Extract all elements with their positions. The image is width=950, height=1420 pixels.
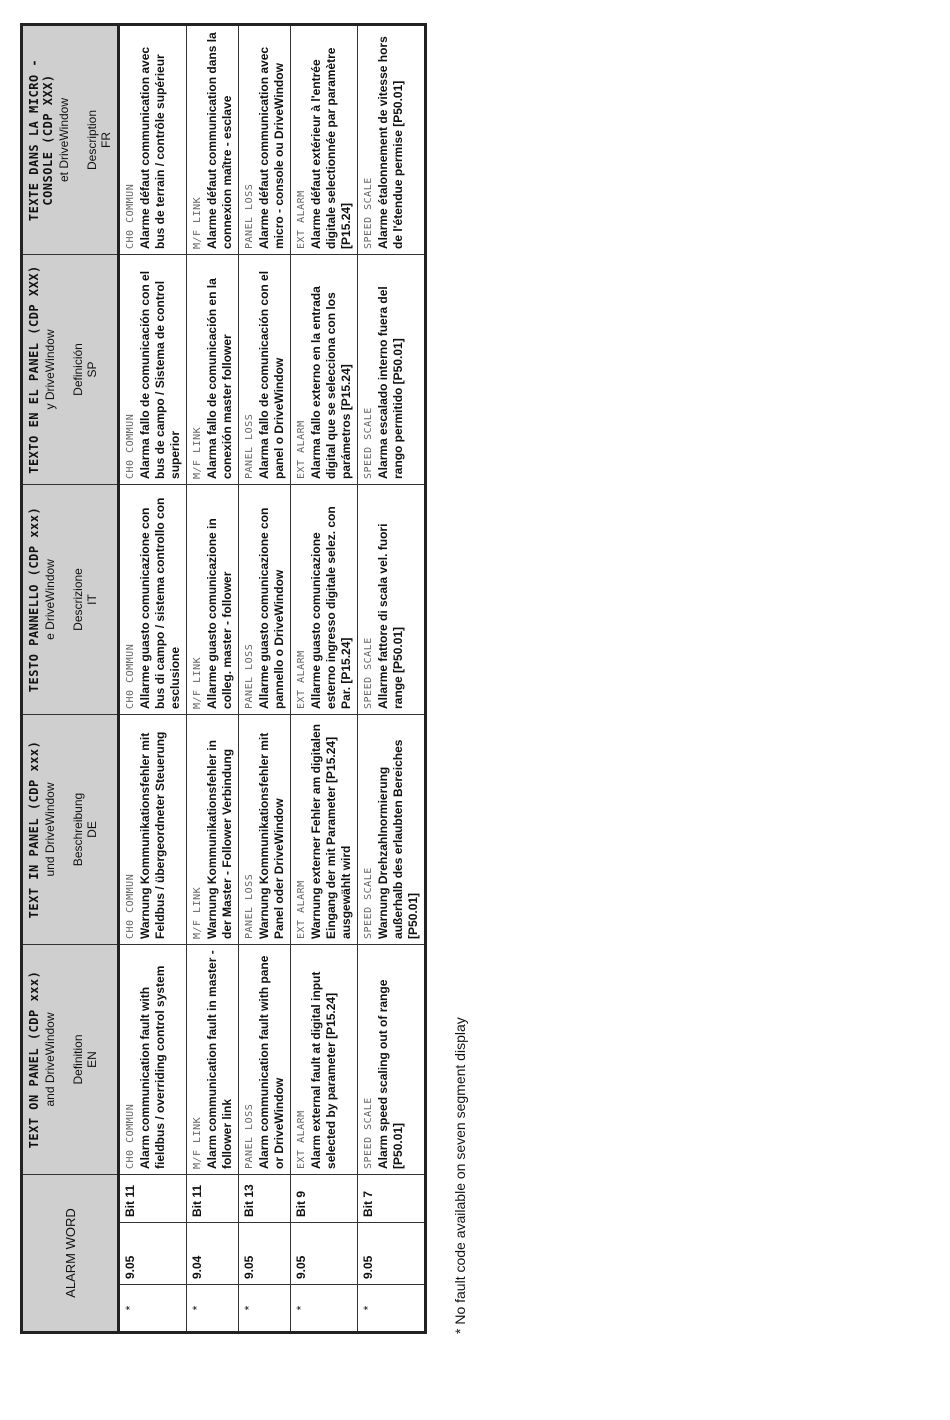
fr-cell bbox=[291, 24, 358, 254]
panel-code: PANEL LOSS bbox=[244, 873, 255, 939]
sp-cell bbox=[358, 254, 426, 484]
header-def: Definition bbox=[71, 1034, 85, 1085]
header-def: Beschreibung bbox=[71, 792, 85, 867]
header-panel-text: TEXT IN PANEL (CDP xxx) bbox=[27, 740, 41, 919]
description: Warnung externer Fehler am digitalen Eingang der mit Parameter [P15.24] ausgewählt wird bbox=[309, 724, 353, 939]
panel-code: PANEL LOSS bbox=[244, 183, 255, 249]
it-cell bbox=[239, 484, 291, 714]
description: Allarme guasto comunicazione esterno ingresso digitale selez. con Par. [P15.24] bbox=[309, 506, 353, 709]
header-sub: et DriveWindow bbox=[57, 97, 71, 182]
description: Alarma fallo de comunicación en la conexión master follower bbox=[205, 278, 234, 479]
panel-code: M/F LINK bbox=[192, 426, 203, 479]
de-cell bbox=[239, 714, 291, 944]
header-lang: FR bbox=[99, 131, 113, 148]
description: Alarm communication fault with pane or DriveWindow bbox=[257, 955, 286, 1169]
panel-code: CH0 COMMUN bbox=[125, 873, 136, 939]
sp-cell bbox=[187, 254, 239, 484]
panel-code: EXT ALARM bbox=[296, 420, 307, 479]
description: Alarme défaut extérieur à l'entrée digitale selectionnée par paramètre [P15.24] bbox=[309, 47, 353, 249]
header-panel-text: TEXTE DANS LA MICRO - CONSOLE (CDP XXX) bbox=[27, 58, 55, 222]
sp-cell bbox=[119, 254, 187, 484]
fr-cell bbox=[119, 24, 187, 254]
alarm-word-cell: 9.05 bbox=[239, 1223, 291, 1285]
description: Alarma fallo externo en la entrada digital que se selecciona con los parámetros [P15.24] bbox=[309, 286, 353, 479]
en-cell bbox=[239, 944, 291, 1174]
description: Alarme défaut communication avec micro - console ou DriveWindow bbox=[257, 46, 286, 249]
description: Warnung Kommunikationsfehler mit Feldbus / übergeordneter Steuerung bbox=[138, 731, 167, 939]
alarm-word-header: ALARM WORD bbox=[22, 1174, 119, 1332]
star-cell: * bbox=[291, 1285, 358, 1333]
fr-cell bbox=[187, 24, 239, 254]
panel-code: CH0 COMMUN bbox=[125, 643, 136, 709]
header-lang: EN bbox=[85, 1051, 99, 1068]
header-sub: and DriveWindow bbox=[43, 1012, 57, 1107]
description: Warnung Drehzahlnormierung außerhalb des erlaubten Bereiches [P50.01] bbox=[376, 739, 420, 939]
table-row bbox=[239, 24, 291, 1332]
header-it bbox=[22, 484, 119, 714]
star-cell: * bbox=[119, 1285, 187, 1333]
panel-code: EXT ALARM bbox=[296, 880, 307, 939]
header-panel-text: TEXT ON PANEL (CDP xxx) bbox=[27, 970, 41, 1149]
header-lang: SP bbox=[85, 361, 99, 378]
panel-code: CH0 COMMUN bbox=[125, 1103, 136, 1169]
de-cell bbox=[291, 714, 358, 944]
description: Alarme défaut communication avec bus de terrain / contrôle supérieur bbox=[138, 46, 167, 249]
table-row bbox=[187, 24, 239, 1332]
description: Allarme fattore di scala vel. fuori range [P50.01] bbox=[376, 523, 405, 709]
header-sp bbox=[22, 254, 119, 484]
panel-code: M/F LINK bbox=[192, 886, 203, 939]
it-cell bbox=[291, 484, 358, 714]
sp-cell bbox=[239, 254, 291, 484]
panel-code: SPEED SCALE bbox=[363, 177, 374, 249]
header-fr bbox=[22, 24, 119, 254]
bit-cell: Bit 11 bbox=[119, 1174, 187, 1222]
panel-code: M/F LINK bbox=[192, 196, 203, 249]
description: Allarme guasto comunicazione in colleg. master - follower bbox=[205, 518, 234, 709]
header-de bbox=[22, 714, 119, 944]
panel-code: CH0 COMMUN bbox=[125, 413, 136, 479]
description: Alarma fallo de comunicación con el bus de campo / Sistema de control superior bbox=[138, 270, 182, 479]
header-lang: DE bbox=[85, 821, 99, 838]
panel-code: SPEED SCALE bbox=[363, 637, 374, 709]
de-cell bbox=[187, 714, 239, 944]
description: Alarma escalado interno fuera del rango permitido [P50.01] bbox=[376, 286, 405, 479]
panel-code: M/F LINK bbox=[192, 1116, 203, 1169]
table-row bbox=[291, 24, 358, 1332]
panel-code: PANEL LOSS bbox=[244, 413, 255, 479]
header-lang: IT bbox=[85, 594, 99, 605]
description: Alarm communication fault with fieldbus / overriding control system bbox=[138, 965, 167, 1169]
panel-code: M/F LINK bbox=[192, 656, 203, 709]
it-cell bbox=[358, 484, 426, 714]
description: Alarme étalonnement de vitesse hors de l'étendue permise [P50.01] bbox=[376, 36, 405, 249]
header-def: Definición bbox=[71, 343, 85, 396]
panel-code: SPEED SCALE bbox=[363, 1097, 374, 1169]
header-panel-text: TESTO PANNELLO (CDP xxx) bbox=[27, 506, 41, 693]
description: Alarma fallo de comunicación con el panel o DriveWindow bbox=[257, 270, 286, 479]
en-cell bbox=[187, 944, 239, 1174]
sp-cell bbox=[291, 254, 358, 484]
star-cell: * bbox=[187, 1285, 239, 1333]
bit-cell: Bit 11 bbox=[187, 1174, 239, 1222]
en-cell bbox=[119, 944, 187, 1174]
star-cell: * bbox=[239, 1285, 291, 1333]
header-row bbox=[22, 24, 119, 1332]
description: Allarme guasto comunicazione con pannello o DriveWindow bbox=[257, 507, 286, 709]
bit-cell: Bit 9 bbox=[291, 1174, 358, 1222]
header-def: Description bbox=[85, 109, 99, 170]
alarm-word-cell: 9.04 bbox=[187, 1223, 239, 1285]
en-cell bbox=[358, 944, 426, 1174]
panel-code: EXT ALARM bbox=[296, 190, 307, 249]
header-panel-text: TEXTO EN EL PANEL (CDP XXX) bbox=[27, 265, 41, 474]
panel-code: EXT ALARM bbox=[296, 1110, 307, 1169]
it-cell bbox=[119, 484, 187, 714]
de-cell bbox=[119, 714, 187, 944]
alarm-word-cell: 9.05 bbox=[358, 1223, 426, 1285]
panel-code: CH0 COMMUN bbox=[125, 183, 136, 249]
description: Warnung Kommunikationsfehler in der Master - Follower Verbindung bbox=[205, 740, 234, 939]
bit-cell: Bit 13 bbox=[239, 1174, 291, 1222]
it-cell bbox=[187, 484, 239, 714]
fr-cell bbox=[358, 24, 426, 254]
header-sub: e DriveWindow bbox=[43, 559, 57, 640]
alarm-word-cell: 9.05 bbox=[291, 1223, 358, 1285]
en-cell bbox=[291, 944, 358, 1174]
panel-code: PANEL LOSS bbox=[244, 1103, 255, 1169]
header-def: Descrizione bbox=[71, 568, 85, 631]
description: Alarme défaut communication dans la connexion maître - esclave bbox=[205, 32, 234, 249]
panel-code: SPEED SCALE bbox=[363, 867, 374, 939]
header-sub: und DriveWindow bbox=[43, 782, 57, 877]
description: Allarme guasto comunicazione con bus di campo / sistema controllo con esclusione bbox=[138, 497, 182, 709]
table-row bbox=[119, 24, 187, 1332]
description: Warnung Kommunikationsfehler mit Panel oder DriveWindow bbox=[257, 732, 286, 939]
panel-code: SPEED SCALE bbox=[363, 407, 374, 479]
description: Alarm external fault at digital input selected by parameter [P15.24] bbox=[309, 971, 338, 1169]
header-en bbox=[22, 944, 119, 1174]
alarm-table bbox=[20, 23, 427, 1334]
bit-cell: Bit 7 bbox=[358, 1174, 426, 1222]
table-row bbox=[358, 24, 426, 1332]
description: Alarm communication fault in master - follower link bbox=[205, 950, 234, 1169]
fr-cell bbox=[239, 24, 291, 254]
footnote: * No fault code available on seven segment display bbox=[452, 1017, 468, 1334]
de-cell bbox=[358, 714, 426, 944]
alarm-word-cell: 9.05 bbox=[119, 1223, 187, 1285]
panel-code: EXT ALARM bbox=[296, 650, 307, 709]
panel-code: PANEL LOSS bbox=[244, 643, 255, 709]
star-cell: * bbox=[358, 1285, 426, 1333]
header-sub: y DriveWindow bbox=[43, 329, 57, 410]
description: Alarm speed scaling out of range [P50.01] bbox=[376, 979, 405, 1169]
